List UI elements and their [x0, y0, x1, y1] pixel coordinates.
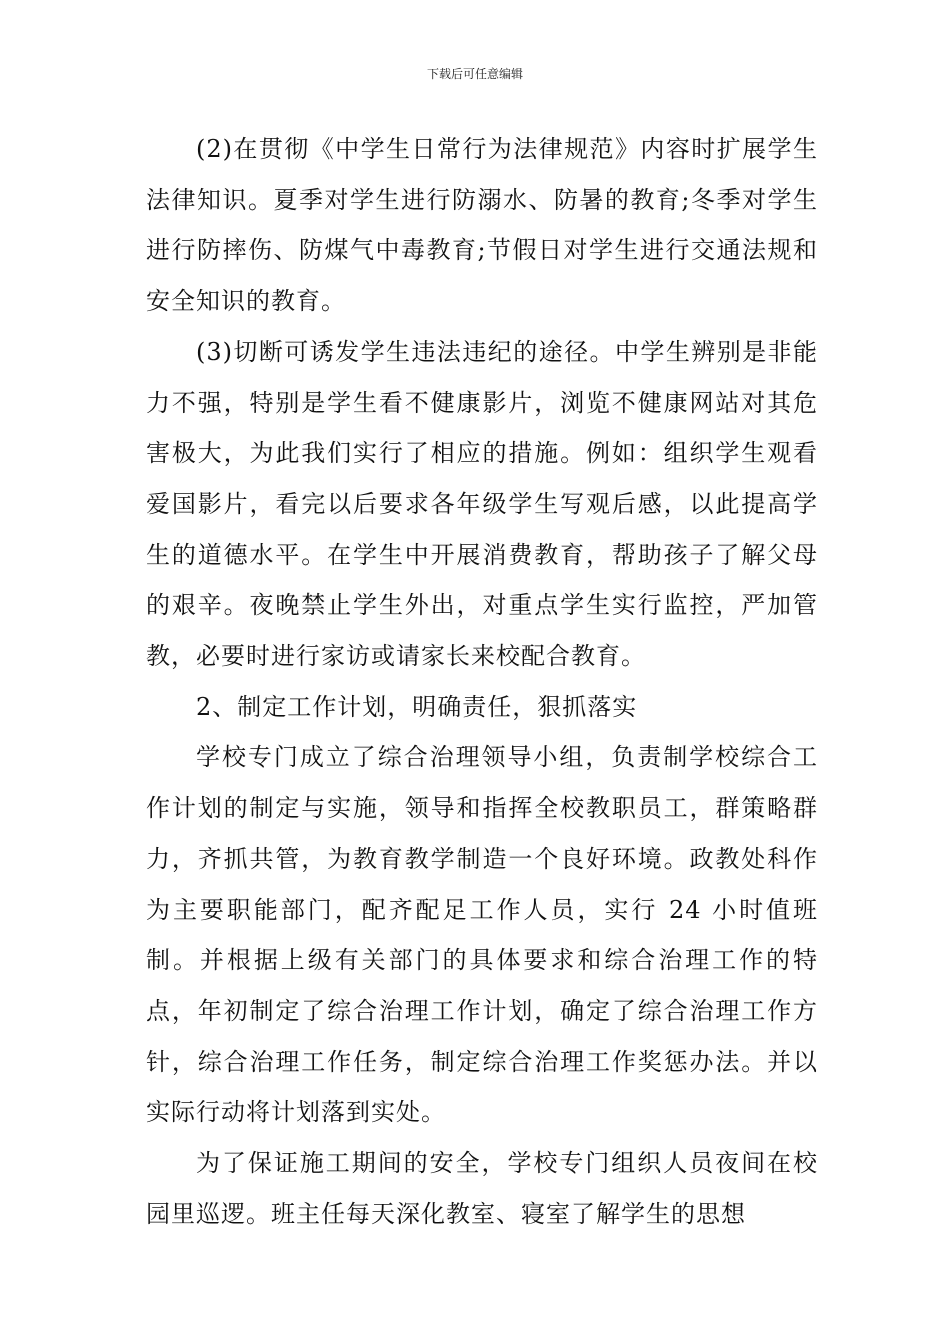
- paragraph-night-patrol: 为了保证施工期间的安全，学校专门组织人员夜间在校园里巡逻。班主任每天深化教室、寝室了解学生的思想: [146, 1149, 818, 1228]
- page-header: 下载后可任意编辑: [426, 67, 523, 81]
- paragraph-cut-off-channels: (3)切断可诱发学生违法违纪的途径。中学生辨别是非能力不强，特别是学生看不健康影片，浏览不健康网站对其危害极大，为此我们实行了相应的措施。例如：组织学生观看爱国影片，看完以后要求各年级学生写观后感，以此提高学生的道德水平。在学生中开展消费教育，帮助孩子了解父母的艰辛。夜晚禁止学生外出，对重点学生实行监控，严加管教，必要时进行家访或请家长来校配合教育。: [146, 337, 818, 671]
- document-body: [146, 124, 818, 1239]
- paragraph-safety-education: (2)在贯彻《中学生日常行为法律规范》内容时扩展学生法律知识。夏季对学生进行防溺水、防暑的教育;冬季对学生进行防摔伤、防煤气中毒教育;节假日对学生进行交通法规和安全知识的教育。: [146, 135, 818, 316]
- section-heading-work-plan: 2、制定工作计划，明确责任，狠抓落实: [196, 692, 638, 721]
- paragraph-leadership-group: 学校专门成立了综合治理领导小组，负责制学校综合工作计划的制定与实施，领导和指挥全校教职员工，群策略群力，齐抓共管，为教育教学制造一个良好环境。政教处科作为主要职能部门，配齐配足工作人员，实行 24 小时值班制。并根据上级有关部门的具体要求和综合治理工作的特点，年初制定了综合治理工作计划，确定了综合治理工作方针，综合治理工作任务，制定综合治理工作奖惩办法。并以实际行动将计划落到实处。: [146, 743, 818, 1127]
